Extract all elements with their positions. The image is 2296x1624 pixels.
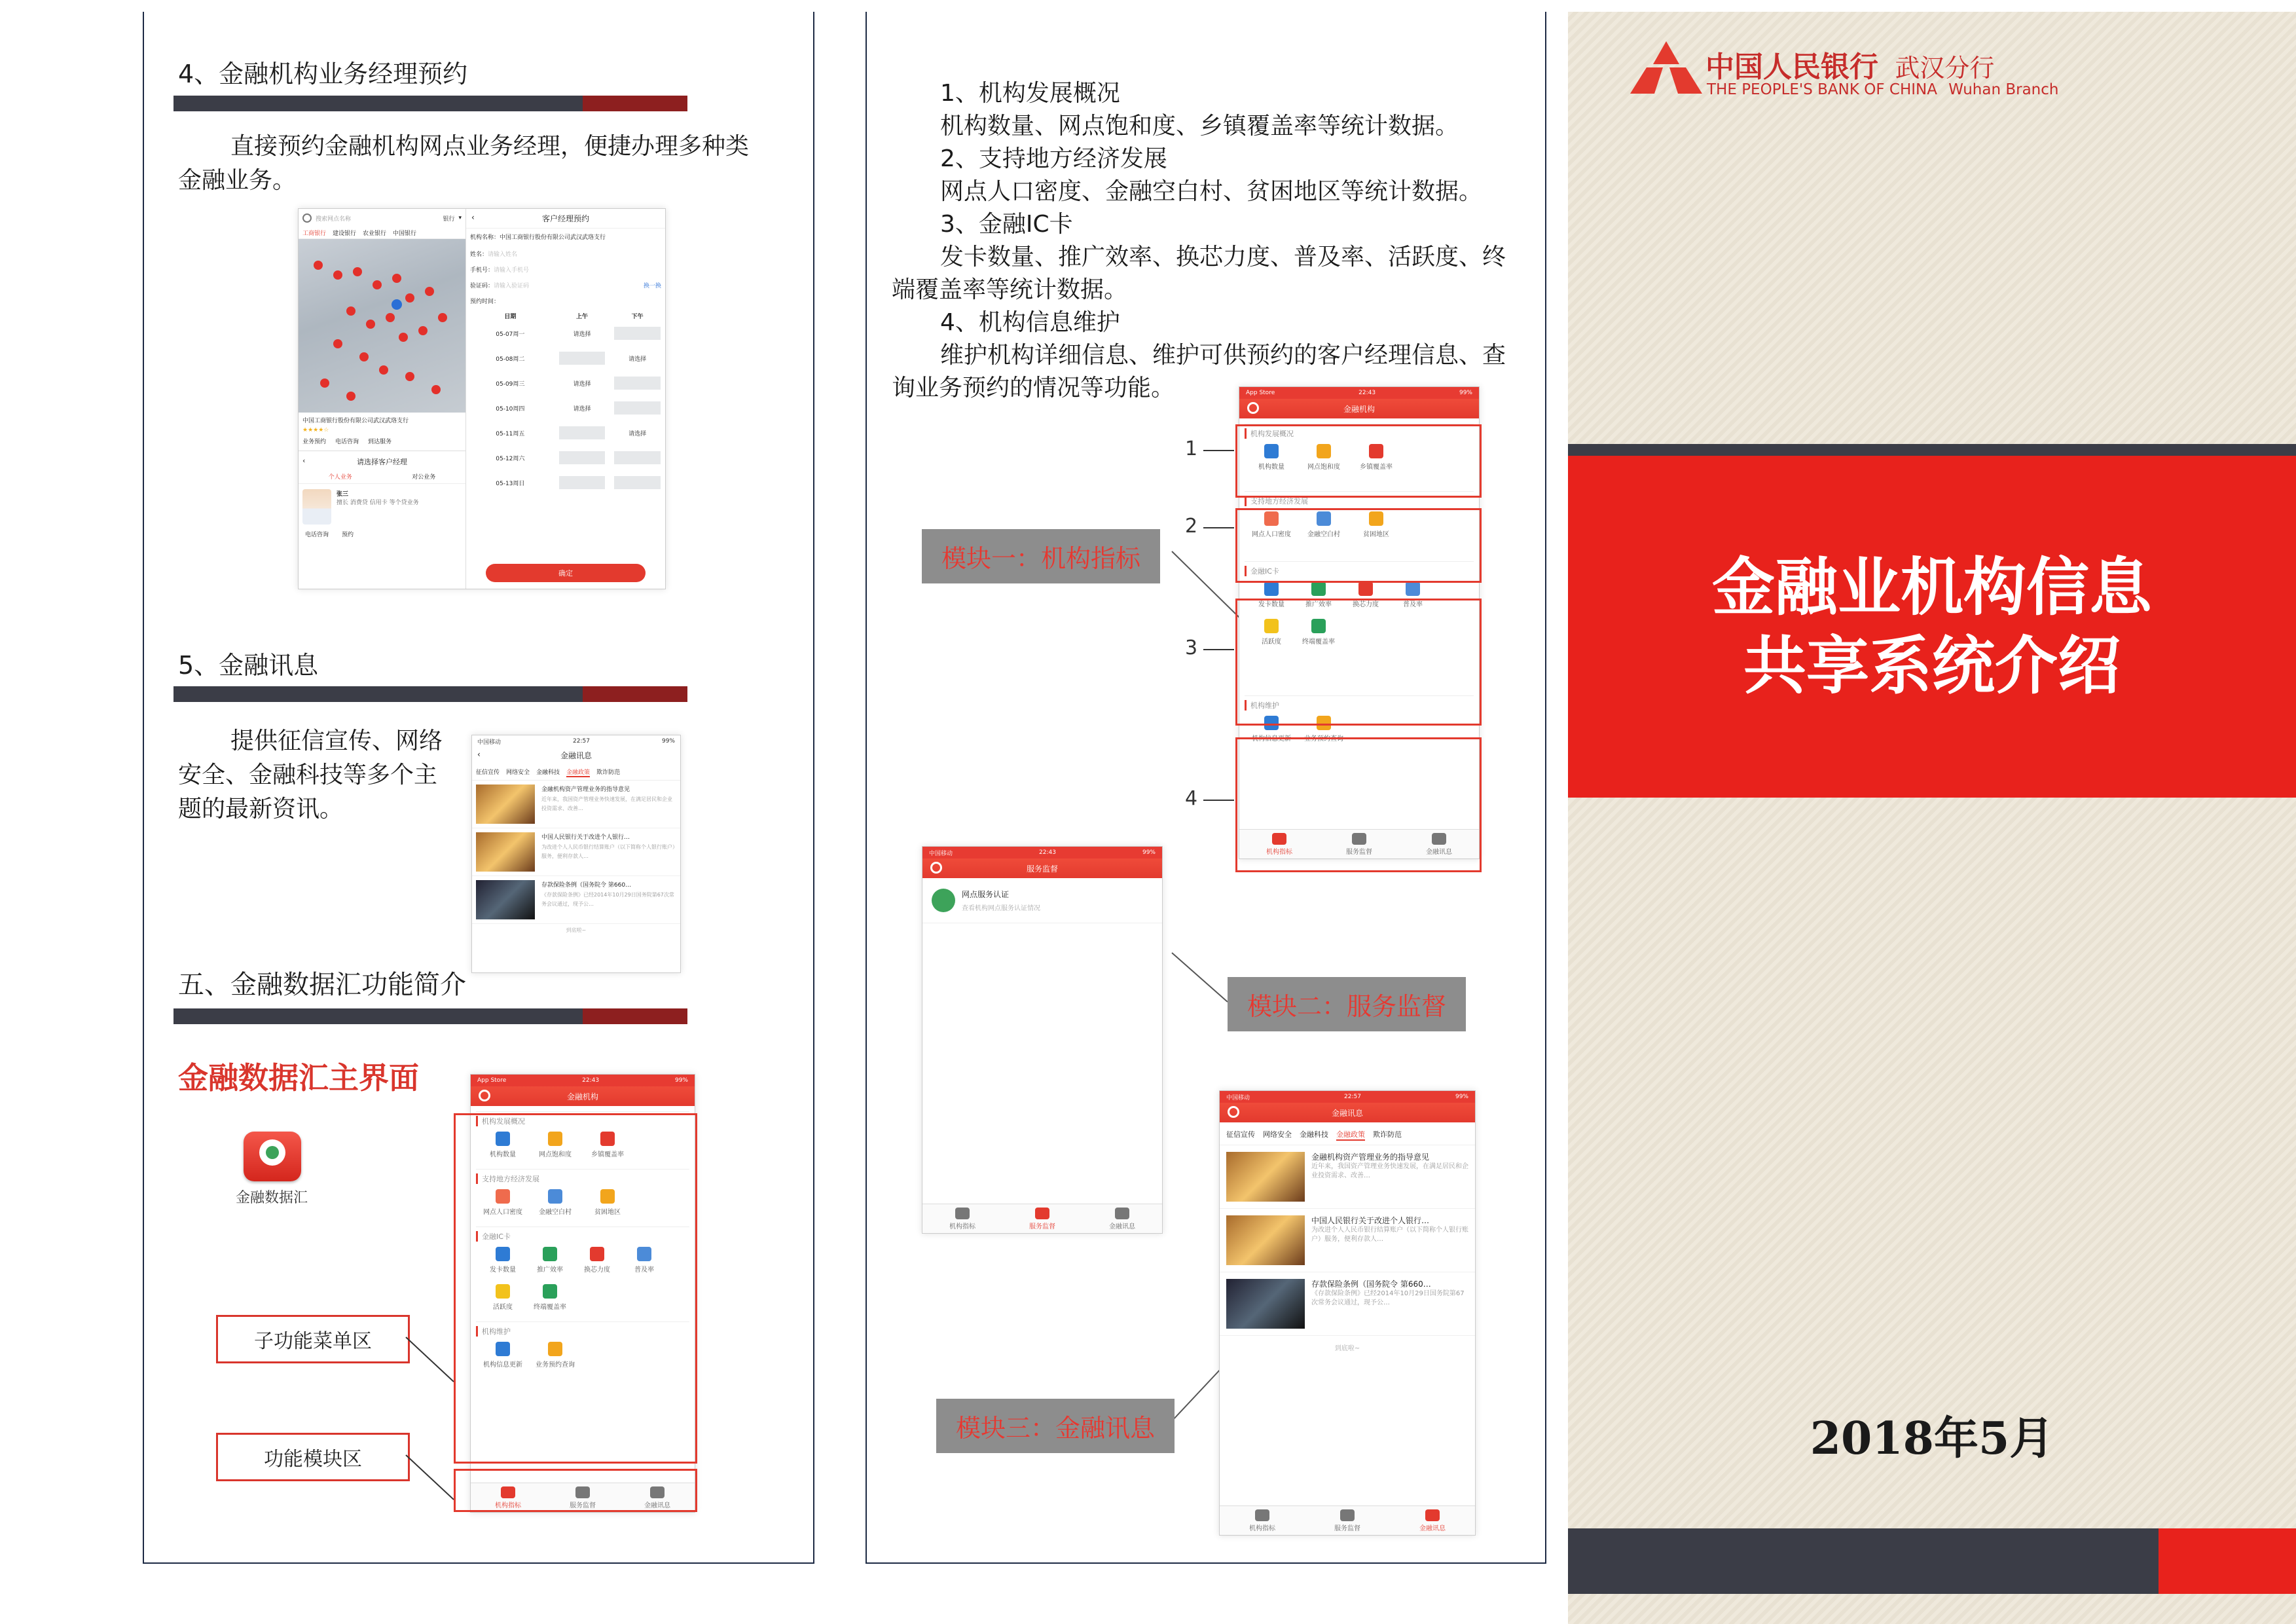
cover-title-block bbox=[1568, 456, 2296, 798]
phone-label: 手机号： bbox=[470, 267, 494, 274]
slot[interactable]: 请选择 bbox=[573, 331, 591, 338]
navigate-button[interactable]: 到达服务 bbox=[368, 439, 392, 445]
bank-tab[interactable]: 中国银行 bbox=[393, 231, 417, 237]
callout-module: 功能模块区 bbox=[216, 1433, 410, 1481]
menu-item[interactable]: 乡镇覆盖率 bbox=[585, 1132, 630, 1158]
app-icon-label: 金融数据汇 bbox=[236, 1190, 308, 1206]
code-field[interactable]: 请输入验证码 bbox=[494, 283, 530, 289]
bank-select[interactable]: 银行 bbox=[443, 215, 455, 223]
appointment-title: 客户经理预约 bbox=[541, 214, 589, 223]
tab-fraud[interactable]: 欺诈防范 bbox=[1373, 1130, 1402, 1139]
tab-personal[interactable]: 个人业务 bbox=[328, 474, 352, 481]
bank-tab[interactable]: 工商银行 bbox=[302, 231, 327, 237]
submenu-outline bbox=[454, 1113, 697, 1464]
chart-icon bbox=[1255, 1509, 1269, 1521]
map-search-input[interactable]: 搜索网点名称 bbox=[316, 215, 352, 223]
menu-item[interactable]: 网点人口密度 bbox=[1248, 511, 1294, 538]
bank-name-en: THE PEOPLE'S BANK OF CHINA Wuhan Branch bbox=[1707, 81, 2059, 98]
bank-tab[interactable]: 建设银行 bbox=[333, 231, 357, 237]
menu-item[interactable]: 换芯力度 bbox=[574, 1247, 620, 1274]
manager-book-button[interactable]: 预约 bbox=[342, 532, 354, 538]
refresh-code-link[interactable]: 换一换 bbox=[643, 283, 661, 289]
section-six-bar bbox=[173, 1008, 687, 1024]
tab-network-security[interactable]: 网络安全 bbox=[506, 769, 530, 776]
tab-news[interactable]: 金融讯息 bbox=[1109, 1208, 1135, 1230]
menu-item[interactable]: 网点饱和度 bbox=[1301, 444, 1347, 471]
list-item[interactable]: 金融机构资产管理业务的指导意见 近年来，我国资产管理业务快速发展，在满足居民和企业投资需求、改善… bbox=[472, 781, 680, 828]
menu-item[interactable]: 机构数量 bbox=[1248, 444, 1294, 471]
section-4-body: 直接预约金融机构网点业务经理，便捷办理多种类金融业务。 bbox=[178, 133, 750, 194]
slot-disabled bbox=[555, 445, 610, 470]
item-3-head: 3、金融IC卡 bbox=[940, 211, 1073, 238]
menu-item[interactable]: 机构数量 bbox=[480, 1132, 526, 1158]
tab-policy[interactable]: 金融政策 bbox=[566, 767, 590, 777]
slot-disabled bbox=[555, 470, 610, 495]
chart-icon bbox=[955, 1208, 970, 1219]
slot-disabled bbox=[610, 396, 665, 420]
name-field[interactable]: 请输入姓名 bbox=[488, 251, 518, 258]
list-item[interactable]: 存款保险条例（国务院令 第660… 《存款保险条例》已经2014年10月29日国务院第67次常务会议通过，现予公… bbox=[1220, 1272, 1475, 1336]
slot-disabled bbox=[610, 321, 665, 346]
col-date: 日期 bbox=[504, 314, 517, 320]
group-outline-1 bbox=[1235, 424, 1482, 498]
menu-item[interactable]: 推广效率 bbox=[1296, 581, 1341, 608]
group-outline-3 bbox=[1235, 599, 1482, 726]
news-thumbnail bbox=[476, 880, 535, 919]
tab-news[interactable]: 金融讯息 bbox=[1419, 1509, 1446, 1532]
table-row: 05-11周五 请选择 bbox=[466, 420, 665, 445]
news-screenshot-small bbox=[471, 735, 681, 973]
app-logo-icon bbox=[1247, 402, 1259, 414]
list-item[interactable]: 中国人民银行关于改进个人银行… 为改进个人人民币银行结算账户（以下简称个人银行账户）服务，便利存款人… bbox=[1220, 1209, 1475, 1272]
module-3-label: 模块三：金融讯息 bbox=[936, 1399, 1175, 1453]
nodes-icon bbox=[1406, 581, 1420, 596]
news-icon bbox=[1115, 1208, 1129, 1219]
app-logo-icon bbox=[930, 862, 942, 874]
service-screenshot: 中国移动 22:43 99% 服务监督 网点服务认证 查看机构网点服务认证情况 机构指标 服务监督 金融讯息 bbox=[922, 846, 1163, 1234]
slot[interactable]: 请选择 bbox=[629, 430, 647, 437]
tab-indicators[interactable]: 机构指标 bbox=[949, 1208, 975, 1230]
app-logo-icon bbox=[479, 1090, 490, 1101]
tab-supervision[interactable]: 服务监督 bbox=[570, 1486, 596, 1509]
search-icon[interactable] bbox=[302, 213, 312, 223]
menu-item[interactable]: 发卡数量 bbox=[1248, 581, 1294, 608]
branch-name[interactable]: 中国工商银行股份有限公司武汉武珞支行 bbox=[302, 418, 409, 424]
org-value: 中国工商银行股份有限公司武汉武珞支行 bbox=[500, 234, 606, 241]
back-icon[interactable]: ‹ bbox=[302, 456, 306, 465]
tab-news[interactable]: 金融讯息 bbox=[1426, 833, 1452, 856]
phone-field[interactable]: 请输入手机号 bbox=[494, 267, 530, 274]
slot-disabled bbox=[610, 371, 665, 396]
call-button[interactable]: 电话咨询 bbox=[335, 439, 359, 445]
app-title: 金融机构 bbox=[566, 1092, 598, 1101]
col-pm: 下午 bbox=[631, 314, 644, 320]
menu-item[interactable]: 换芯力度 bbox=[1343, 581, 1389, 608]
tab-policy[interactable]: 金融政策 bbox=[1336, 1129, 1365, 1141]
name-label: 姓名： bbox=[470, 251, 488, 258]
section-5-body: 提供征信宣传、网络安全、金融科技等多个主题的最新资讯。 bbox=[178, 728, 443, 822]
group-outline-2 bbox=[1235, 508, 1482, 583]
list-item[interactable]: 存款保险条例（国务院令 第660… 《存款保险条例》已经2014年10月29日国务院第67次常务会议通过，现予公… bbox=[472, 876, 680, 924]
news-icon bbox=[1425, 1509, 1440, 1521]
item-2-body: 网点人口密度、金融空白村、贫困地区等统计数据。 bbox=[940, 178, 1483, 205]
section-4-bar bbox=[173, 96, 687, 111]
callout-number-1: 1 bbox=[1185, 437, 1198, 460]
table-row: 05-10周四 请选择 bbox=[466, 396, 665, 420]
org-label: 机构名称： bbox=[470, 234, 500, 241]
slot-disabled bbox=[610, 445, 665, 470]
list-item[interactable]: 金融机构资产管理业务的指导意见 近年来，我国资产管理业务快速发展，在满足居民和企业投资需求、改善… bbox=[1220, 1145, 1475, 1209]
service-title: 服务监督 bbox=[1026, 864, 1058, 874]
menu-item[interactable]: 机构信息更新 bbox=[480, 1342, 526, 1369]
item-2-head: 2、支持地方经济发展 bbox=[940, 145, 1167, 172]
menu-item[interactable]: 乡镇覆盖率 bbox=[1353, 444, 1399, 471]
menu-item[interactable]: 贫困地区 bbox=[585, 1189, 630, 1216]
list-end-hint: 到底啦~ bbox=[566, 927, 587, 933]
slot-disabled bbox=[555, 420, 610, 445]
tab-corporate[interactable]: 对公业务 bbox=[412, 474, 436, 481]
main-ui-title: 金融数据汇主界面 bbox=[178, 1060, 419, 1096]
shield-icon bbox=[1035, 1208, 1049, 1219]
bank-tab[interactable]: 农业银行 bbox=[363, 231, 387, 237]
tab-fraud[interactable]: 欺诈防范 bbox=[596, 769, 621, 776]
service-item-sub: 查看机构网点服务认证情况 bbox=[962, 905, 1040, 912]
section-5-title: 5、金融讯息 bbox=[178, 651, 319, 680]
callout-number-2: 2 bbox=[1185, 515, 1198, 538]
menu-item[interactable]: 活跃度 bbox=[1248, 619, 1294, 646]
menu-item[interactable]: 贫困地区 bbox=[1353, 511, 1399, 538]
module-2-label: 模块二：服务监督 bbox=[1228, 977, 1466, 1031]
table-row: 05-09周三 请选择 bbox=[466, 371, 665, 396]
tab-credit[interactable]: 征信宣传 bbox=[476, 769, 500, 776]
card-icon bbox=[1264, 581, 1279, 596]
tab-supervision[interactable]: 服务监督 bbox=[1346, 833, 1372, 856]
item-4-head: 4、机构信息维护 bbox=[940, 309, 1120, 336]
item-1-head: 1、机构发展概况 bbox=[940, 80, 1120, 107]
app-logo-icon bbox=[1228, 1106, 1239, 1118]
col-am: 上午 bbox=[575, 314, 588, 320]
service-item-title: 网点服务认证 bbox=[962, 890, 1010, 899]
intro-list bbox=[892, 77, 1520, 405]
menu-item[interactable]: 机构信息更新 bbox=[1248, 716, 1294, 743]
status-carrier: 中国移动 bbox=[477, 739, 501, 746]
map-pins bbox=[299, 239, 465, 413]
menu-item[interactable]: 业务预约查询 bbox=[1301, 716, 1347, 743]
percent-icon bbox=[1311, 581, 1326, 596]
tab-credit[interactable]: 征信宣传 bbox=[1226, 1130, 1255, 1139]
news-thumbnail bbox=[1226, 1215, 1305, 1265]
list-end-hint: 到底啦~ bbox=[1334, 1345, 1360, 1352]
menu-item[interactable]: 金融空白村 bbox=[1301, 511, 1347, 538]
table-row: 05-08周二 请选择 bbox=[466, 346, 665, 371]
tab-fintech[interactable]: 金融科技 bbox=[1300, 1130, 1328, 1139]
tab-supervision[interactable]: 服务监督 bbox=[1334, 1509, 1360, 1532]
tab-news[interactable]: 金融讯息 bbox=[644, 1486, 670, 1509]
news-thumbnail bbox=[476, 784, 535, 824]
bank-name-cn: 中国人民银行 武汉分行 bbox=[1705, 50, 1995, 84]
manager-desc: 擅长 消费贷 信用卡 等个贷业务 bbox=[337, 500, 419, 506]
cover-panel bbox=[1568, 12, 2296, 1624]
table-row: 05-07周一 请选择 bbox=[466, 321, 665, 346]
swap-icon bbox=[1358, 581, 1373, 596]
news-thumbnail bbox=[476, 832, 535, 872]
chevron-down-icon: ▾ bbox=[458, 215, 462, 221]
app-icon[interactable] bbox=[244, 1132, 301, 1181]
tab-indicators[interactable]: 机构指标 bbox=[495, 1486, 521, 1509]
slot-disabled bbox=[610, 470, 665, 495]
tab-fintech[interactable]: 金融科技 bbox=[536, 769, 560, 776]
cover-title-line2: 共享系统介绍 bbox=[1743, 629, 2121, 703]
menu-item[interactable]: 网点饱和度 bbox=[532, 1132, 578, 1158]
news-thumbnail bbox=[1226, 1279, 1305, 1329]
indicator-screenshot: App Store 22:43 99% 金融机构 机构发展概况 机构数量 网点饱和度 乡镇覆盖率 支持地方经济发展 网点人口密度 金融空白村 贫困地区 金融IC卡 发卡数量 推广效率 换芯力度 普及率 活跃度 终端覆盖率 机构维护 机构信息更新 业务预约查询 机构指标 服务监督 金融讯息 bbox=[1239, 386, 1480, 859]
section-4-title: 4、金融机构业务经理预约 bbox=[178, 60, 468, 88]
group-outline-4 bbox=[1235, 737, 1482, 872]
map-view[interactable] bbox=[299, 239, 465, 413]
list-item[interactable]: 中国人民银行关于改进个人银行… 为改进个人人民币银行结算账户（以下简称个人银行账户）服务，便利存款人… bbox=[472, 828, 680, 876]
menu-item[interactable]: 网点人口密度 bbox=[480, 1189, 526, 1216]
tab-indicators[interactable]: 机构指标 bbox=[1249, 1509, 1275, 1532]
slot[interactable]: 请选择 bbox=[629, 356, 647, 363]
item-1-body: 机构数量、网点饱和度、乡镇覆盖率等统计数据。 bbox=[940, 113, 1459, 139]
menu-item[interactable]: 终端覆盖率 bbox=[527, 1284, 573, 1311]
cover-bottom-band bbox=[1568, 1528, 2296, 1594]
main-ui-screenshot: App Store 22:43 99% 金融机构 机构发展概况 机构数量 网点饱和度 乡镇覆盖率 支持地方经济发展 网点人口密度 金融空白村 贫困地区 金融IC卡 发卡数量 推广效率 换芯力度 普及率 活跃度 终端覆盖率 机构维护 机构信息更新 业务预约查询 机构指标 服务监督 金融讯息 bbox=[470, 1074, 695, 1513]
rating-stars: ★★★★☆ bbox=[302, 427, 329, 434]
menu-item[interactable]: 终端覆盖率 bbox=[1296, 619, 1341, 646]
confirm-button[interactable]: 确定 bbox=[486, 564, 646, 582]
booking-screenshot bbox=[298, 208, 666, 589]
back-icon[interactable]: ‹ bbox=[471, 213, 475, 222]
list-item[interactable] bbox=[922, 878, 1162, 923]
avatar bbox=[302, 489, 331, 525]
appointment-pane bbox=[466, 209, 665, 589]
schedule-table bbox=[466, 311, 665, 495]
table-row: 05-12周六 bbox=[466, 445, 665, 470]
news-screenshot: 中国移动 22:57 99% 金融讯息 征信宣传 网络安全 金融科技 金融政策 欺诈防范 金融机构资产管理业务的指导意见 近年来，我国资产管理业务快速发展，在满足居民和企业投资需求、改善… 中国人民银行关于改进个人银行… 为改进个人人民币银行结算账户（以下简称个人银行账户）服务，便利存款人… 存款保险条例（国务院令 第660… 《存款保险条例》已经2014年10月29日国务院第67次常务会议通过，现予公… 到底啦~ 机构指标 服务监督 金融讯息 bbox=[1219, 1090, 1476, 1536]
slot-disabled bbox=[555, 346, 610, 371]
time-label: 预约时间： bbox=[470, 299, 500, 305]
cover-title-band bbox=[1568, 444, 2296, 457]
table-row: 05-13周日 bbox=[466, 470, 665, 495]
back-icon[interactable]: ‹ bbox=[477, 750, 481, 759]
item-4-body: 维护机构详细信息、维护可供预约的客户经理信息、查询业务预约的情况等功能。 bbox=[892, 342, 1506, 401]
manager-name[interactable]: 张三 bbox=[337, 491, 349, 498]
callout-number-4: 4 bbox=[1185, 787, 1198, 810]
news-thumbnail bbox=[1226, 1152, 1305, 1202]
tab-network-security[interactable]: 网络安全 bbox=[1263, 1130, 1292, 1139]
manager-screen-title: 请选择客户经理 bbox=[357, 458, 407, 466]
section-six-title: 五、金融数据汇功能简介 bbox=[178, 970, 466, 1000]
callout-number-3: 3 bbox=[1185, 637, 1198, 659]
shield-icon bbox=[1340, 1509, 1355, 1521]
bank-logo-icon bbox=[1627, 38, 1705, 103]
code-label: 验证码： bbox=[470, 283, 494, 289]
tab-supervision[interactable]: 服务监督 bbox=[1029, 1208, 1055, 1230]
status-battery: 99% bbox=[661, 738, 675, 745]
cover-title-line1: 金融业机构信息 bbox=[1712, 551, 2152, 624]
menu-item[interactable]: 发卡数量 bbox=[480, 1247, 526, 1274]
slot[interactable]: 请选择 bbox=[573, 380, 591, 388]
menu-item[interactable]: 普及率 bbox=[621, 1247, 667, 1274]
chat-icon bbox=[932, 889, 955, 912]
callout-submenu: 子功能菜单区 bbox=[216, 1315, 410, 1363]
menu-item[interactable]: 普及率 bbox=[1390, 581, 1436, 608]
cover-date: 2018年5月 bbox=[1810, 1412, 2054, 1465]
menu-item[interactable]: 推广效率 bbox=[527, 1247, 573, 1274]
section-5-bar bbox=[173, 686, 687, 702]
status-time: 22:57 bbox=[573, 738, 590, 745]
module-1-label: 模块一：机构指标 bbox=[922, 529, 1160, 583]
map-pane bbox=[299, 209, 466, 589]
item-3-body: 发卡数量、推广效率、换芯力度、普及率、活跃度、终端覆盖率等统计数据。 bbox=[892, 244, 1506, 303]
menu-item[interactable]: 金融空白村 bbox=[532, 1189, 578, 1216]
module-outline bbox=[454, 1469, 697, 1512]
book-business-button[interactable]: 业务预约 bbox=[302, 439, 327, 445]
slot[interactable]: 请选择 bbox=[573, 405, 591, 413]
tab-indicators[interactable]: 机构指标 bbox=[1266, 833, 1292, 856]
news-title: 金融讯息 bbox=[560, 751, 592, 760]
menu-item[interactable]: 业务预约查询 bbox=[532, 1342, 578, 1369]
manager-call-button[interactable]: 电话咨询 bbox=[305, 532, 329, 538]
menu-item[interactable]: 活跃度 bbox=[480, 1284, 526, 1311]
